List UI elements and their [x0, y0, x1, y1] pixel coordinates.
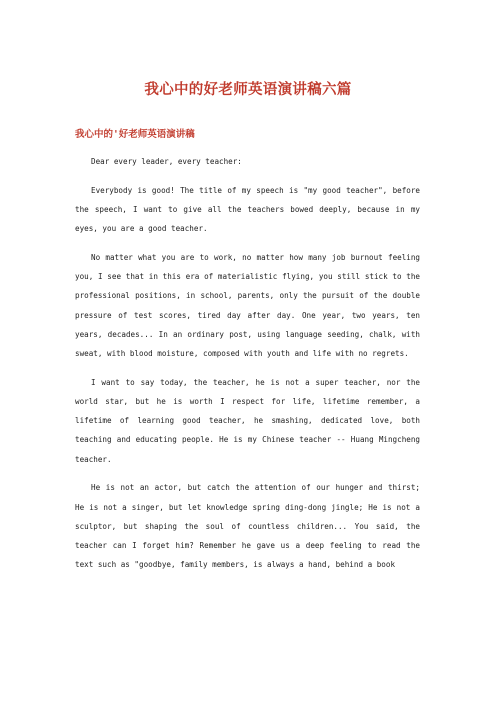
paragraph: I want to say today, the teacher, he is not a super teacher, nor the world star, but he is worth I respect for life, lifetime remember, a lifetime of learning good teacher, he smashing, dedicated love, both teaching and educating people. He is my Chinese teacher -- Huang Mingcheng teacher.	[75, 377, 420, 464]
paragraph: Everybody is good! The title of my speech is "my good teacher", before the speech, I want to give all the teachers bowed deeply, because in my eyes, you are a good teacher.	[75, 185, 420, 234]
section-heading: 我心中的'好老师英语演讲稿	[75, 129, 195, 140]
document-body	[75, 152, 420, 584]
paragraph: He is not an actor, but catch the attention of our hunger and thirst; He is not a singer, but let knowledge spring ding-dong jingle; He is not a sculptor, but shaping the soul of countless children... You said, the teacher can I forget him? Remember he gave us a deep feeling to read the text such as "goodbye, family members, is always a hand, behind a book	[75, 483, 420, 570]
paragraph-greeting: Dear every leader, every teacher:	[91, 157, 242, 166]
document-title: 我心中的好老师英语演讲稿六篇	[144, 82, 352, 98]
paragraph: No matter what you are to work, no matter how many job burnout feeling you, I see that in this era of materialistic flying, you still stick to the professional positions, in school, parents, only the pursuit of the double pressure of test scores, tired day after day. One year, two years, ten years, decades... In an ordinary post, using language seeding, chalk, with sweat, with blood moisture, composed with youth and life with no regrets.	[75, 253, 420, 359]
